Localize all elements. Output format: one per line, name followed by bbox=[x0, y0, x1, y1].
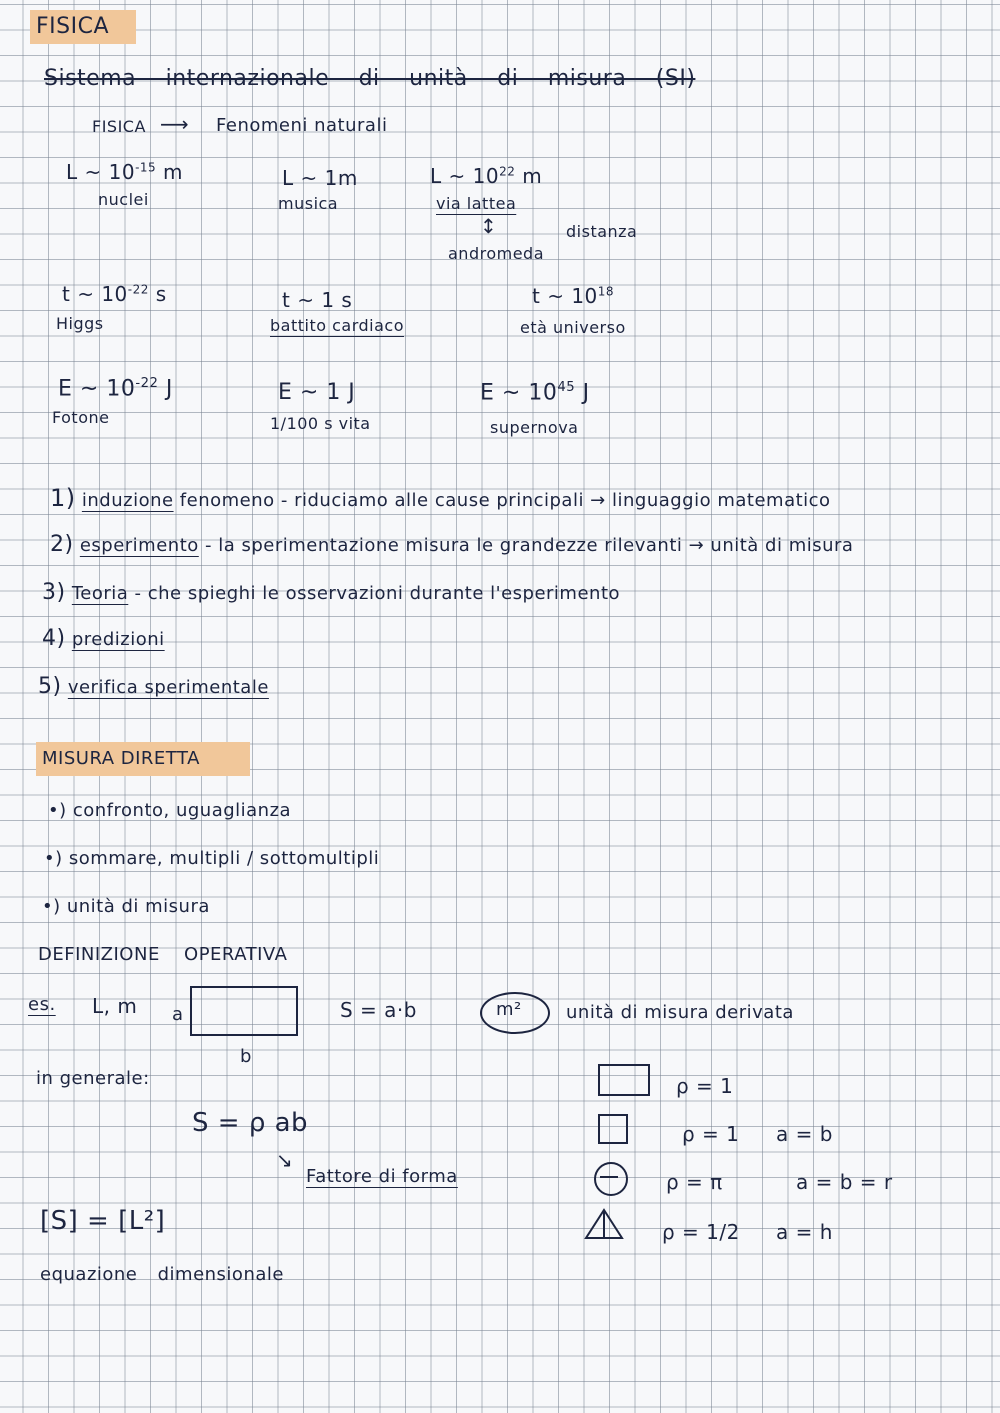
label-fotone: Fotone bbox=[52, 408, 110, 427]
cond-triangle: a = h bbox=[776, 1220, 833, 1244]
generale-formula: S = ρ ab bbox=[192, 1108, 309, 1138]
misura-title: MISURA DIRETTA bbox=[42, 748, 200, 769]
generale-label: in generale: bbox=[36, 1068, 150, 1089]
misura-item: •) confronto, uguaglianza bbox=[48, 800, 292, 821]
rho-circle: ρ = π bbox=[666, 1170, 723, 1194]
unit-derivata-label: unità di misura derivata bbox=[566, 1002, 794, 1023]
label-nuclei: nuclei bbox=[98, 190, 149, 209]
method-item-4: 4) predizioni bbox=[42, 626, 165, 651]
method-item-2: 2) esperimento - la sperimentazione misura le grandezze rilevanti → unità di misura bbox=[50, 532, 854, 557]
label-musica: musica bbox=[278, 194, 339, 213]
rectangle-icon bbox=[598, 1064, 650, 1096]
label-higgs: Higgs bbox=[56, 314, 104, 333]
misura-item: •) unità di misura bbox=[42, 896, 210, 917]
label-via-lattea: via lattea bbox=[436, 194, 517, 213]
side-b-label: b bbox=[240, 1046, 252, 1067]
scale-l-nuclei: L ~ $10^{-15}$ m bbox=[66, 160, 184, 184]
scale-l-vialattea: L ~ $10^{22}$ m bbox=[430, 164, 543, 188]
unit-m2: m² bbox=[496, 999, 522, 1020]
arrow-down-right-icon: ↘ bbox=[276, 1148, 294, 1172]
circle-radius-line bbox=[600, 1176, 618, 1178]
es-label: es. bbox=[28, 994, 56, 1015]
arrow-icon: ⟶ bbox=[160, 112, 190, 136]
dimensional-formula: [S] = [L²] bbox=[40, 1206, 166, 1236]
label-eta-universo: età universo bbox=[520, 318, 626, 337]
rectangle-drawing bbox=[190, 986, 298, 1036]
scale-t-battito: t ~ 1 s bbox=[282, 288, 353, 312]
page-title: FISICA bbox=[36, 14, 110, 39]
scale-t-higgs: t ~ $10^{-22}$ s bbox=[62, 282, 167, 306]
misura-item: •) sommare, multipli / sottomultipli bbox=[44, 848, 380, 869]
fenomeni-label: Fenomeni naturali bbox=[216, 115, 388, 136]
label-supernova: supernova bbox=[490, 418, 579, 437]
label-battito: battito cardiaco bbox=[270, 316, 404, 335]
cond-square: a = b bbox=[776, 1122, 833, 1146]
rho-rectangle: ρ = 1 bbox=[676, 1074, 734, 1098]
fattore-forma-label: Fattore di forma bbox=[306, 1166, 458, 1187]
def-op-title: DEFINIZIONE OPERATIVA bbox=[38, 944, 288, 965]
triangle-icon bbox=[584, 1208, 624, 1240]
cond-circle: a = b = r bbox=[796, 1170, 893, 1194]
area-formula: S = a·b bbox=[340, 998, 417, 1022]
method-item-3: 3) Teoria - che spieghi le osservazioni durante l'esperimento bbox=[42, 580, 621, 605]
scale-e-vita: E ~ 1 J bbox=[278, 380, 356, 405]
scale-e-supernova: E ~ $10^{45}$ J bbox=[480, 380, 590, 406]
scale-e-fotone: E ~ $10^{-22}$ J bbox=[58, 376, 173, 402]
distanza-label: distanza bbox=[566, 222, 638, 241]
rho-triangle: ρ = 1/2 bbox=[662, 1220, 740, 1244]
side-a-label: a bbox=[172, 1004, 184, 1025]
andromeda-label: andromeda bbox=[448, 244, 545, 263]
scale-t-universo: t ~ $10^{18}$ bbox=[532, 284, 615, 308]
dimensional-label: equazione dimensionale bbox=[40, 1264, 284, 1285]
method-item-1: 1) induzione fenomeno - riduciamo alle cause principali → linguaggio matematico bbox=[50, 484, 831, 512]
square-icon bbox=[598, 1114, 628, 1144]
rho-square: ρ = 1 bbox=[682, 1122, 740, 1146]
es-vars: L, m bbox=[92, 994, 138, 1018]
distance-arrow-icon: ↕ bbox=[480, 214, 498, 238]
fisica-label: FISICA bbox=[92, 117, 146, 136]
si-line: Sistema internazionale di unità di misura (SI) bbox=[44, 66, 696, 91]
label-vita: 1/100 s vita bbox=[270, 414, 371, 433]
method-item-5: 5) verifica sperimentale bbox=[38, 674, 269, 699]
scale-l-musica: L ~ 1m bbox=[282, 166, 358, 190]
circle-icon bbox=[594, 1162, 628, 1196]
